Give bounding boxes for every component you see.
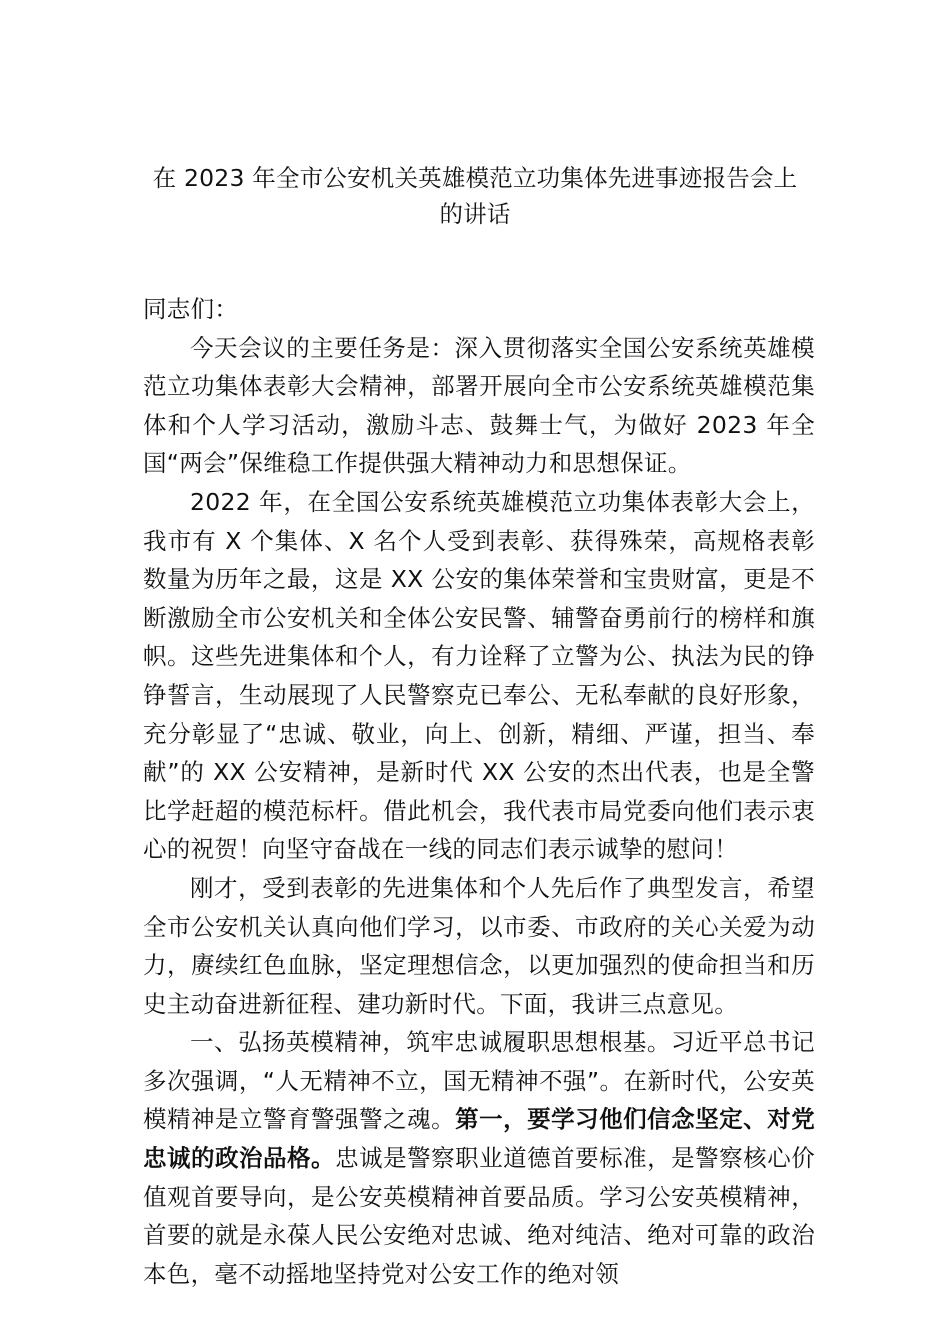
paragraph: 刚才，受到表彰的先进集体和个人先后作了典型发言，希望全市公安机关认真向他们学习，以市委、市政府的关心关爱为动力，赓续红色血脉，坚定理想信念，以更加强烈的使命担当和历史主动奋进新征程、建功新时代。下面，我讲三点意见。 bbox=[143, 873, 815, 1018]
title-line-1: 在 2023 年全市公安机关英雄模范立功集体先进事迹报告会上 bbox=[152, 164, 798, 192]
document-title bbox=[120, 160, 830, 232]
title-line-2: 的讲话 bbox=[439, 200, 511, 228]
section-heading-text: 一、弘扬英模精神，筑牢忠诚履职思想根基。习近平总书记多次强调，“人无精神不立，国无精神不强”。在新时代，公安英模精神是立警育警强警之魂。 bbox=[143, 1028, 815, 1134]
section-paragraph bbox=[143, 1023, 815, 1293]
document-body bbox=[143, 290, 815, 1293]
salutation: 同志们： bbox=[143, 295, 239, 323]
paragraph-continuation: 忠诚是警察职业道德首要标准，是警察核心价值观首要导向，是公安英模精神首要品质。学习公安英模精神，首要的就是永葆人民公安绝对忠诚、绝对纯洁、绝对可靠的政治本色，毫不动摇地坚持党对公安工作的绝对领 bbox=[143, 1144, 815, 1288]
paragraph: 2022 年，在全国公安系统英雄模范立功集体表彰大会上，我市有 X 个集体、X 名个人受到表彰、获得殊荣，高规格表彰数量为历年之最，这是 XX 公安的集体荣誉和宝贵财富，更是不断激励全市公安机关和全体公安民警、辅警奋勇前行的榜样和旗帜。这些先进集体和个人，有力诠释了立警为公、执法为民的铮铮誓言，生动展现了人民警察克已奉公、无私奉献的良好形象，充分彰显了“忠诚、敬业，向上、创新，精细、严谨，担当、奉献”的 XX 公安精神，是新时代 XX 公安的杰出代表，也是全警比学赶超的模范标杆。借此机会，我代表市局党委向他们表示衷心的祝贺！向坚守奋战在一线的同志们表示诚挚的慰问！ bbox=[143, 487, 815, 864]
bold-emphasis: 第一，要学习他们信念坚定、对党忠诚的政治品格。 bbox=[143, 1105, 815, 1173]
paragraph: 今天会议的主要任务是：深入贯彻落实全国公安系统英雄模范立功集体表彰大会精神，部署开展向全市公安系统英雄模范集体和个人学习活动，激励斗志、鼓舞士气，为做好 2023 年全国“两会”保维稳工作提供强大精神动力和思想保证。 bbox=[143, 333, 815, 478]
